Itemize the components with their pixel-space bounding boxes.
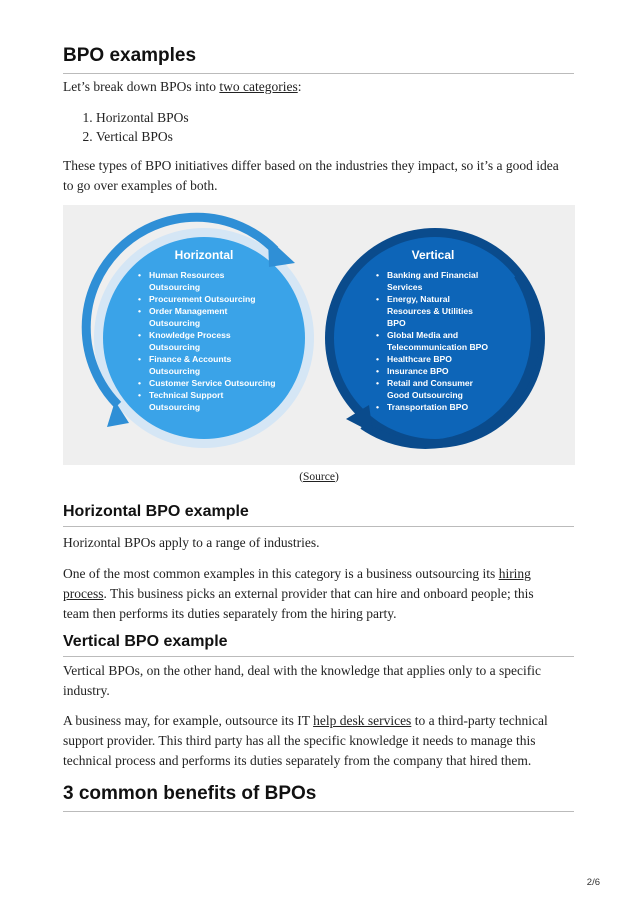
bpo-diagram xyxy=(63,205,575,465)
list-item: • Order Management Outsourcing xyxy=(149,305,239,329)
list-item: • Healthcare BPO xyxy=(387,353,502,365)
horizontal-arrowhead-top xyxy=(268,238,295,267)
section-heading-horizontal-bpo: Horizontal BPO example xyxy=(63,503,574,527)
list-item: 1. Horizontal BPOs xyxy=(96,108,576,127)
vertical-para2-suffix: to a third-party technical support provider. This third party has all the specific knowledge it needs to manage this technical process and performs its duties separately from the company that hired them. xyxy=(63,713,548,768)
horizontal-title: Horizontal xyxy=(174,248,234,262)
vertical-paragraph-2 xyxy=(63,711,574,771)
caption-open: ( xyxy=(299,471,304,483)
section-heading-bpo-examples: BPO examples xyxy=(63,45,574,74)
list-item: • Knowledge Process Outsourcing xyxy=(149,329,239,353)
horizontal-para2-prefix: One of the most common examples in this category is a business outsourcing its xyxy=(63,566,499,581)
differ-paragraph: These types of BPO initiatives differ based on the industries they impact, so it’s a good idea to go over examples of both. xyxy=(63,158,559,193)
list-item: • Customer Service Outsourcing xyxy=(149,377,279,389)
list-item: • Finance & Accounts Outsourcing xyxy=(149,353,244,377)
vertical-items xyxy=(377,269,502,413)
figure-caption xyxy=(0,471,638,483)
list-item: • Energy, Natural Resources & Utilities BPO xyxy=(387,293,477,329)
list-item: • Transportation BPO xyxy=(387,401,502,413)
vertical-paragraph-1: Vertical BPOs, on the other hand, deal with the knowledge that applies only to a specific industry. xyxy=(63,663,542,698)
caption-close: ) xyxy=(334,471,339,483)
two-categories-link[interactable]: two categories xyxy=(219,79,298,94)
intro-suffix: : xyxy=(297,79,302,94)
vertical-para2-prefix: A business may, for example, outsource its IT xyxy=(63,713,314,728)
horizontal-paragraph-2 xyxy=(63,564,563,624)
intro-paragraph xyxy=(63,77,574,97)
list-item: • Banking and Financial Services xyxy=(387,269,482,293)
list-item: • Technical Support Outsourcing xyxy=(149,389,229,413)
list-item: 2. Vertical BPOs xyxy=(96,127,576,146)
list-item: • Global Media and Telecommunication BPO xyxy=(387,329,502,353)
horizontal-para2-suffix: . This business picks an external provider that can hire and onboard people; this team then performs its duties separately from the hiring party. xyxy=(63,586,534,621)
section-heading-vertical-bpo: Vertical BPO example xyxy=(63,633,574,657)
help-desk-services-link[interactable]: help desk services xyxy=(313,713,412,728)
hiring-process-link[interactable]: hiring process xyxy=(63,566,531,601)
list-item: • Insurance BPO xyxy=(387,365,502,377)
horizontal-items xyxy=(139,269,279,413)
list-item: • Procurement Outsourcing xyxy=(149,293,279,305)
list-item: • Retail and Consumer Good Outsourcing xyxy=(387,377,482,401)
page-number: 2/6 xyxy=(586,877,600,888)
intro-prefix: Let’s break down BPOs into xyxy=(63,79,220,94)
list-item: • Human Resources Outsourcing xyxy=(149,269,229,293)
horizontal-paragraph-1: Horizontal BPOs apply to a range of industries. xyxy=(63,535,320,550)
categories-list xyxy=(63,108,576,146)
section-heading-benefits: 3 common benefits of BPOs xyxy=(63,783,574,812)
vertical-title: Vertical xyxy=(411,248,455,262)
source-link[interactable]: Source xyxy=(303,471,335,483)
